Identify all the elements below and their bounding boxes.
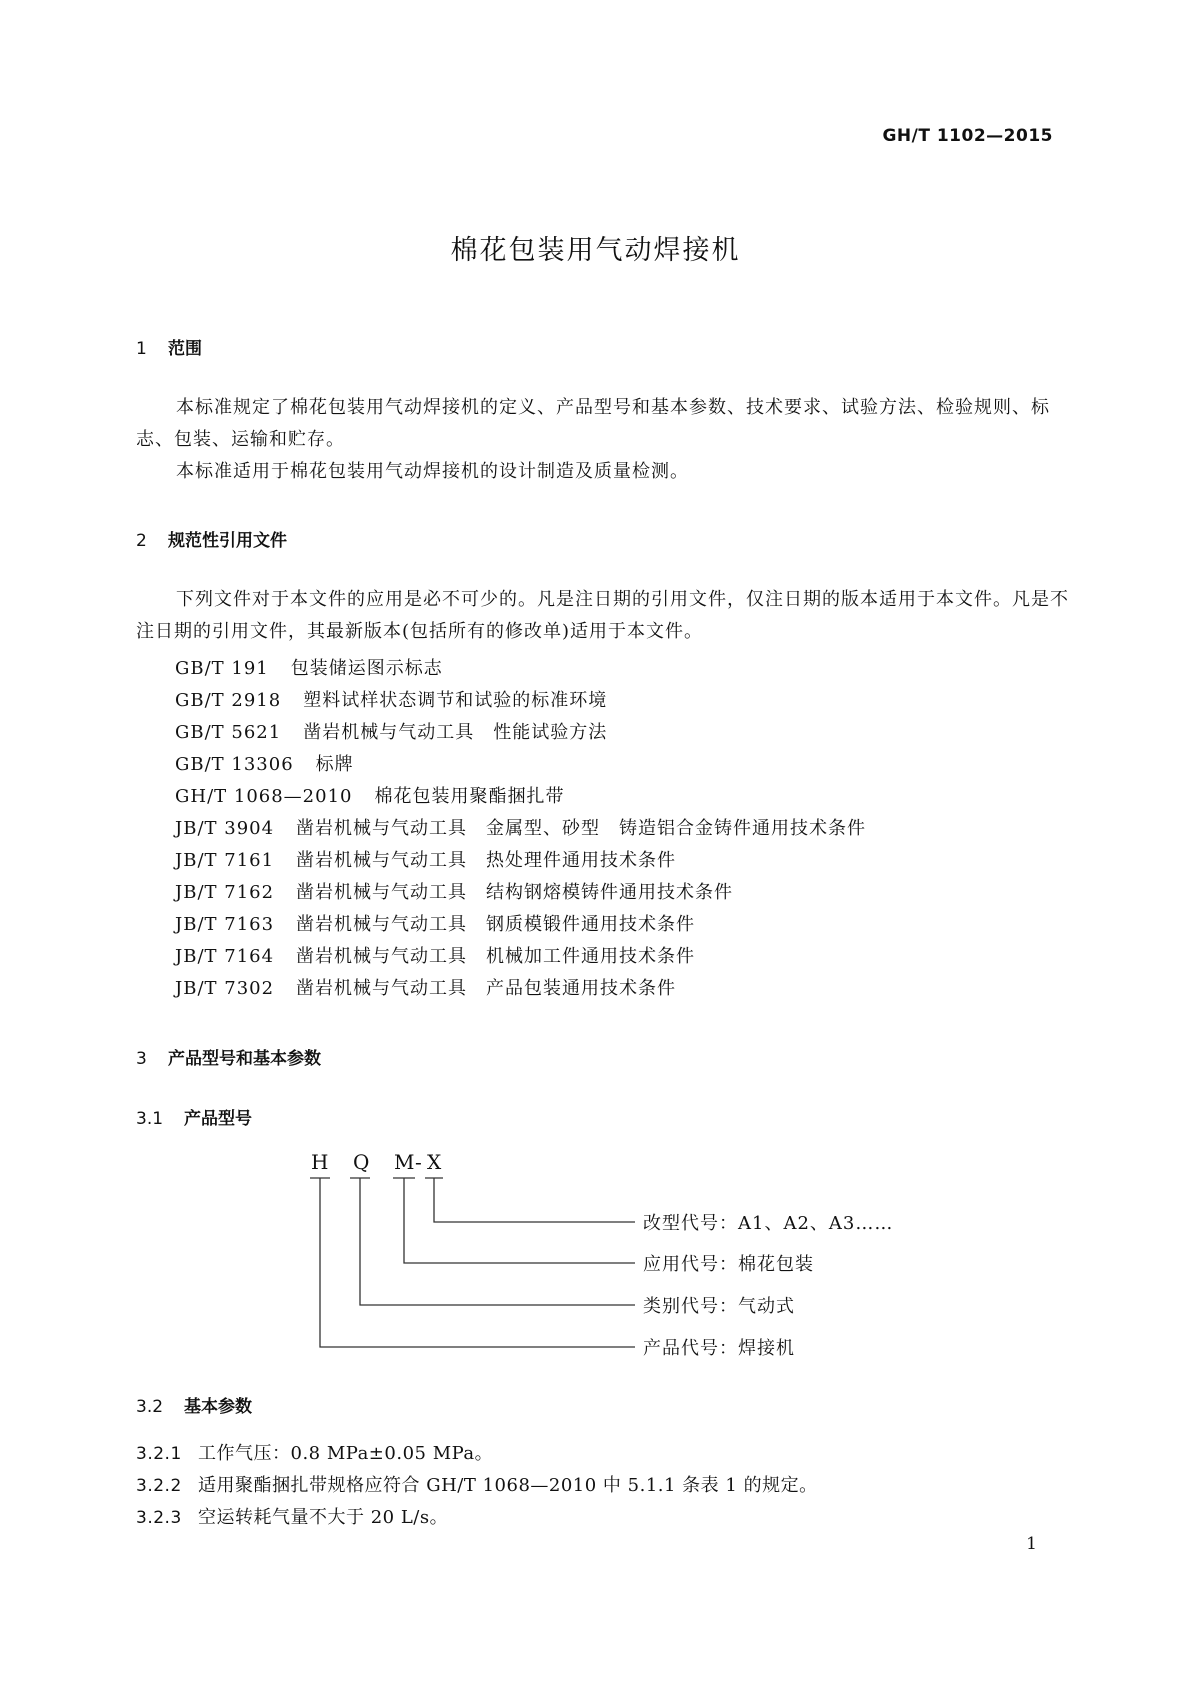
section-title: 产品型号和基本参数 xyxy=(168,1049,321,1069)
reference-title: 凿岩机械与气动工具 热处理件通用技术条件 xyxy=(296,850,677,871)
section-2-paragraph-1: 下列文件对于本文件的应用是必不可少的。凡是注日期的引用文件，仅注日期的版本适用于本文件。凡是不注日期的引用文件，其最新版本(包括所有的修改单)适用于本文件。 xyxy=(136,589,1069,642)
model-code-diagram xyxy=(300,1170,640,1370)
clause-text: 工作气压：0.8 MPa±0.05 MPa。 xyxy=(198,1443,494,1464)
page-number: 1 xyxy=(1026,1534,1037,1554)
section-title: 产品型号 xyxy=(184,1109,252,1129)
reference-title: 凿岩机械与气动工具 结构钢熔模铸件通用技术条件 xyxy=(296,882,734,903)
reference-item xyxy=(175,974,676,1000)
reference-code: GB/T 2918 xyxy=(175,690,282,711)
reference-title: 塑料试样状态调节和试验的标准环境 xyxy=(303,690,608,711)
section-2-heading xyxy=(136,526,287,551)
model-letter-q: Q xyxy=(353,1150,371,1174)
clause-number: 3.2.2 xyxy=(136,1476,182,1496)
reference-code: JB/T 7302 xyxy=(175,978,275,999)
legend-item-application-code: 应用代号：棉花包装 xyxy=(643,1254,814,1275)
clause-number: 3.2.3 xyxy=(136,1508,182,1528)
model-dash: - xyxy=(415,1150,423,1174)
reference-item xyxy=(175,846,676,872)
reference-title: 标牌 xyxy=(315,754,354,775)
reference-code: GH/T 1068—2010 xyxy=(175,786,353,807)
reference-code: JB/T 3904 xyxy=(175,818,275,839)
reference-item xyxy=(175,718,607,744)
reference-item xyxy=(175,878,733,904)
standard-code: GH/T 1102—2015 xyxy=(882,126,1053,146)
legend-item-modification-code: 改型代号：A1、A2、A3…… xyxy=(643,1213,894,1234)
clause-text: 适用聚酯捆扎带规格应符合 GH/T 1068—2010 中 5.1.1 条表 1 的规定。 xyxy=(198,1475,818,1496)
clause-item xyxy=(136,1470,818,1502)
reference-item xyxy=(175,750,354,776)
reference-title: 凿岩机械与气动工具 金属型、砂型 铸造铝合金铸件通用技术条件 xyxy=(296,818,867,839)
reference-title: 凿岩机械与气动工具 性能试验方法 xyxy=(303,722,608,743)
reference-title: 凿岩机械与气动工具 产品包装通用技术条件 xyxy=(296,978,677,999)
reference-title: 棉花包装用聚酯捆扎带 xyxy=(374,786,565,807)
reference-title: 凿岩机械与气动工具 钢质模锻件通用技术条件 xyxy=(296,914,696,935)
clause-number: 3.2.1 xyxy=(136,1444,182,1464)
reference-code: GB/T 5621 xyxy=(175,722,282,743)
section-number: 2 xyxy=(136,531,147,551)
clause-text: 空运转耗气量不大于 20 L/s。 xyxy=(198,1507,449,1528)
section-title: 规范性引用文件 xyxy=(168,531,287,551)
reference-item xyxy=(175,782,565,808)
reference-code: GB/T 191 xyxy=(175,658,269,679)
clause-item xyxy=(136,1438,493,1470)
subsection-3-2-heading xyxy=(136,1392,252,1417)
model-letter-m: M xyxy=(394,1150,416,1174)
section-3-heading xyxy=(136,1044,321,1069)
section-1-paragraph-1: 本标准规定了棉花包装用气动焊接机的定义、产品型号和基本参数、技术要求、试验方法、检验规则、标志、包装、运输和贮存。 xyxy=(136,397,1050,450)
reference-item xyxy=(175,942,695,968)
reference-item xyxy=(175,686,607,712)
reference-title: 凿岩机械与气动工具 机械加工件通用技术条件 xyxy=(296,946,696,967)
model-letter-x: X xyxy=(427,1150,443,1174)
section-number: 3.1 xyxy=(136,1109,164,1129)
section-title: 基本参数 xyxy=(184,1397,252,1417)
section-number: 3.2 xyxy=(136,1397,164,1417)
reference-item xyxy=(175,814,866,840)
section-title: 范围 xyxy=(168,339,202,359)
leader-line-q xyxy=(360,1178,635,1305)
reference-item xyxy=(175,654,443,680)
model-letter-h: H xyxy=(311,1150,330,1174)
section-1-paragraph-2: 本标准适用于棉花包装用气动焊接机的设计制造及质量检测。 xyxy=(176,461,689,482)
legend-item-product-code: 产品代号：焊接机 xyxy=(643,1338,795,1359)
legend-item-category-code: 类别代号：气动式 xyxy=(643,1296,795,1317)
reference-code: JB/T 7163 xyxy=(175,914,275,935)
reference-title: 包装储运图示标志 xyxy=(290,658,443,679)
reference-code: GB/T 13306 xyxy=(175,754,294,775)
reference-code: JB/T 7164 xyxy=(175,946,275,967)
leader-line-x xyxy=(434,1178,635,1222)
page-title: 棉花包装用气动焊接机 xyxy=(450,235,741,266)
reference-code: JB/T 7161 xyxy=(175,850,275,871)
reference-code: JB/T 7162 xyxy=(175,882,275,903)
section-number: 3 xyxy=(136,1049,147,1069)
section-1-heading xyxy=(136,334,202,359)
leader-line-m xyxy=(404,1178,635,1263)
section-number: 1 xyxy=(136,339,147,359)
subsection-3-1-heading xyxy=(136,1104,252,1129)
clause-item xyxy=(136,1502,448,1534)
reference-item xyxy=(175,910,695,936)
